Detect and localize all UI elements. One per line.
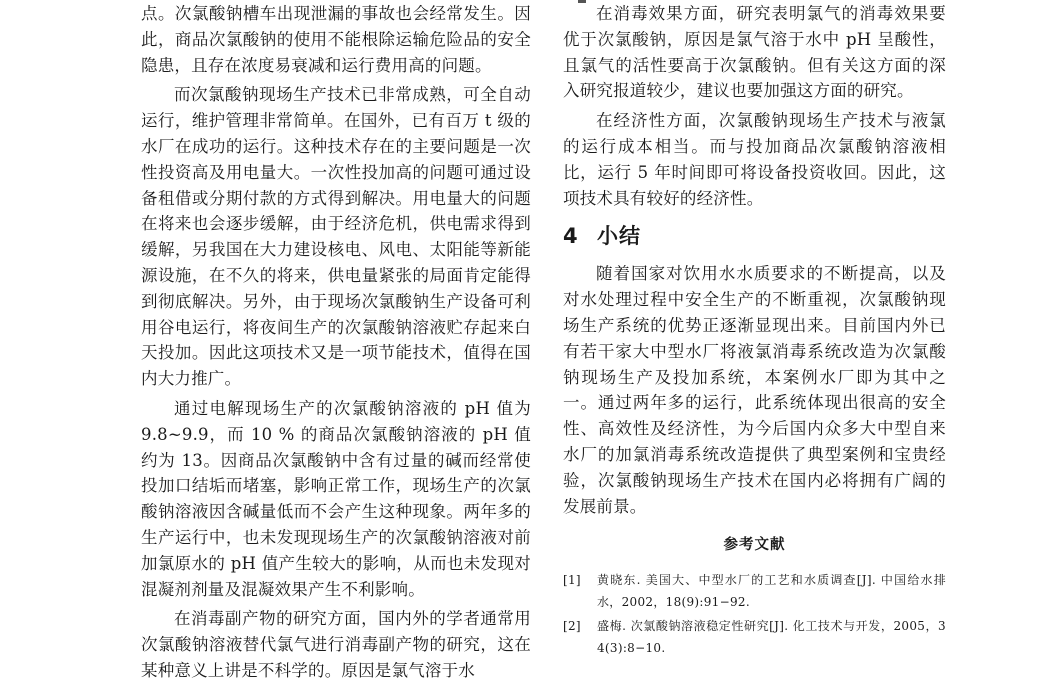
left-paragraph-3: 通过电解现场生产的次氯酸钠溶液的 pH 值为 9.8~9.9，而 10 % 的商品次氯酸钠溶液的 pH 值约为 13。因商品次氯酸钠中含有过量的碱而经常使投加口结垢而堵塞，影响正常工作，现场生产的次氯酸钠溶液因含碱量低而不会产生这种现象。两年多的生产运行中，也未发现现场生产的次氯酸钠溶液对前加氯原水的 pH 值产生较大的影响，从而也未发现对混凝剂剂量及混凝效果产生不利影响。 <box>141 398 531 599</box>
right-paragraph-3: 随着国家对饮用水水质要求的不断提高，以及对水处理过程中安全生产的不断重视，次氯酸钠现场生产系统的优势正逐渐显现出来。目前国内外已有若干家大中型水厂将液氯消毒系统改造为次氯酸钠现场生产及投加系统，本案例水厂即为其中之一。通过两年多的运行，此系统体现出很高的安全性、高效性及经济性，为今后国内众多大中型自来水厂的加氯消毒系统改造提供了典型案例和宝贵经验，次氯酸钠现场生产技术在国内必将拥有广阔的发展前景。 <box>563 264 946 516</box>
left-paragraph-2: 而次氯酸钠现场生产技术已非常成熟，可全自动运行，维护管理非常简单。在国外，已有百万 t 级的水厂在成功的运行。这种技术存在的主要问题是一次性投资高及用电量大。一次性投加高的问题可通过设备租借或分期付款的方式得到解决。用电量大的问题在将来也会逐步缓解，由于经济危机，供电需求得到缓解，另我国在大力建设核电、风电、太阳能等新能源设施，在不久的将来，供电量紧张的局面肯定能得到彻底解决。另外，由于现场次氯酸钠生产设备可利用谷电运行，将夜间生产的次氯酸钠溶液贮存起来白天投加。因此这项技术又是一项节能技术，值得在国内大力推广。 <box>141 85 531 389</box>
left-paragraph-4: 在消毒副产物的研究方面，国内外的学者通常用次氯酸钠溶液替代氯气进行消毒副产物的研究，这在某种意义上讲是不科学的。原因是氯气溶于水 <box>141 609 531 680</box>
references-list <box>563 569 946 659</box>
right-paragraph-1: 在消毒效果方面，研究表明氯气的消毒效果要优于次氯酸钠，原因是氯气溶于水中 pH 呈酸性，且氯气的活性要高于次氯酸钠。但有关这方面的深入研究报道较少，建议也要加强这方面的研究。 <box>563 4 946 101</box>
reference-item <box>563 569 946 613</box>
section-number: 4 <box>563 224 579 249</box>
left-column <box>141 0 531 684</box>
reference-text: 黄晓东. 美国大、中型水厂的工艺和水质调查[J]. 中国给水排水，2002，18(9):91−92. <box>597 573 946 610</box>
section-heading <box>563 222 946 250</box>
right-column <box>563 0 946 659</box>
reference-number: [2] <box>563 619 581 634</box>
reference-number: [1] <box>563 573 581 588</box>
references-title: 参考文献 <box>723 537 786 554</box>
section-title: 小结 <box>597 224 641 249</box>
left-paragraph-1: 点。次氯酸钠槽车出现泄漏的事故也会经常发生。因此，商品次氯酸钠的使用不能根除运输危险品的安全隐患，且存在浓度易衰减和运行费用高的问题。 <box>141 4 531 75</box>
reference-text: 盛梅. 次氯酸钠溶液稳定性研究[J]. 化工技术与开发，2005，34(3):8−10. <box>597 619 946 656</box>
reference-item <box>563 615 946 659</box>
right-paragraph-2: 在经济性方面，次氯酸钠现场生产技术与液氯的运行成本相当。而与投加商品次氯酸钠溶液相比，运行 5 年时间即可将设备投资收回。因此，这项技术具有较好的经济性。 <box>563 111 946 208</box>
